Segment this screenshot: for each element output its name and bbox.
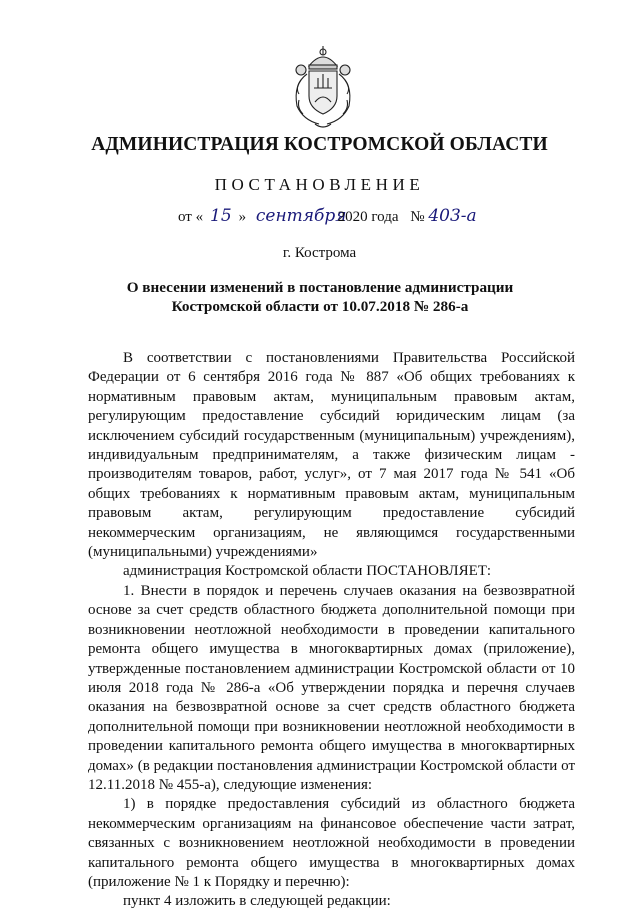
document-body bbox=[88, 349, 575, 912]
organization-title: АДМИНИСТРАЦИЯ КОСТРОМСКОЙ ОБЛАСТИ bbox=[91, 134, 548, 155]
date-prefix: от « bbox=[178, 209, 204, 225]
subject-line-1: О внесении изменений в постановление администрации bbox=[126, 279, 514, 296]
clause-1-1-paragraph: 1) в порядке предоставления субсидий из областного бюджета некоммерческим организациям на финансовое обеспечение части затрат, связанных с возникновением неотложной необходимости в проведении капитального ремонта общего имущества в многоквартирных домах (приложение № 1 к Порядку и перечню): bbox=[88, 796, 575, 890]
document-subject bbox=[60, 278, 580, 316]
date-day: 15 bbox=[210, 206, 232, 226]
subject-line-2: Костромской области от 10.07.2018 № 286-а bbox=[171, 298, 469, 315]
document-type: ПОСТАНОВЛЕНИЕ bbox=[214, 175, 425, 194]
resolution-paragraph: администрация Костромской области ПОСТАНОВЛЯЕТ: bbox=[123, 563, 492, 580]
date-line bbox=[178, 206, 477, 226]
number-label: № bbox=[410, 209, 425, 225]
city: г. Кострома bbox=[282, 245, 357, 261]
date-year: 2020 года bbox=[337, 209, 399, 225]
date-month: сентября bbox=[255, 206, 347, 226]
clause-1-paragraph: 1. Внести в порядок и перечень случаев оказания на безвозвратной основе за счет средств областного бюджета дополнительной помощи при возникновении неотложной необходимости в проведении капитального ремонта общего имущества в многоквартирных домах (приложение), утвержденные постановлением администрации Костромской области от 10 июля 2018 года № 286-а «Об утверждении порядка и перечня случаев оказания на безвозвратной основе за счет средств областного бюджета дополнительной помощи при возникновении неотложной необходимости в проведении капитального ремонта общего имущества в многоквартирных домах» (в редакции постановления администрации Костромской области от 12.11.2018 № 455-а), следующие изменения: bbox=[88, 582, 575, 793]
preamble-paragraph: В соответствии с постановлениями Правительства Российской Федерации от 6 сентября 2016 года № 887 «Об общих требованиях к нормативным правовым актам, муниципальным правовым актам, регулирующим предоставление субсидий юридическим лицам (за исключением субсидий государственным (муниципальным) учреждениям), индивидуальным предпринимателям, а также физическим лицам - производителям товаров, работ, услуг», от 7 мая 2017 года № 541 «Об общих требованиях к нормативным правовым актам, муниципальным правовым актам, регулирующим предоставление субсидий некоммерческим организациям, не являющимся государственными (муниципальными) учреждениями» bbox=[88, 350, 575, 561]
point-4-paragraph: пункт 4 изложить в следующей редакции: bbox=[123, 893, 391, 910]
date-mid: » bbox=[238, 209, 247, 225]
coat-of-arms-icon bbox=[285, 44, 361, 130]
document-number: 403-а bbox=[428, 206, 477, 226]
